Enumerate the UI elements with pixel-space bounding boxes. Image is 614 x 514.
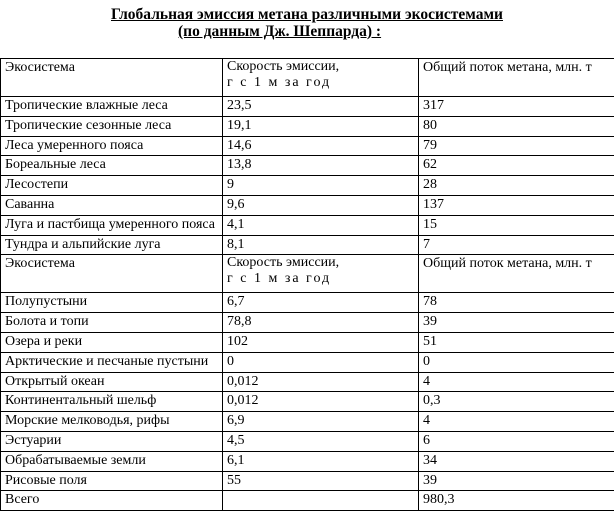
header-emission-rate-units: г с 1 м за год [227,75,332,90]
cell-emission-rate: 4,5 [223,431,419,451]
table-row [1,352,614,372]
cell-ecosystem: Арктические и песчаные пустыни [1,352,223,372]
table-row [1,392,614,412]
cell-total-flow: 137 [419,195,614,215]
cell-emission-rate: 9,6 [223,195,419,215]
header-total-flow: Общий поток метана, млн. т [419,255,614,293]
cell-emission-rate: 78,8 [223,313,419,333]
cell-emission-rate: 9 [223,176,419,196]
table-row [1,293,614,313]
cell-ecosystem: Озера и реки [1,332,223,352]
table-row [1,136,614,156]
cell-ecosystem: Луга и пастбища умеренного пояса [1,215,223,235]
total-flow: 980,3 [419,491,614,511]
cell-emission-rate: 6,9 [223,412,419,432]
cell-ecosystem: Тропические сезонные леса [1,116,223,136]
cell-emission-rate: 102 [223,332,419,352]
table-row [1,195,614,215]
cell-ecosystem: Открытый океан [1,372,223,392]
table-row [1,235,614,255]
cell-ecosystem: Лесостепи [1,176,223,196]
table-row [1,313,614,333]
header-ecosystem: Экосистема [1,255,223,293]
cell-emission-rate: 55 [223,471,419,491]
cell-ecosystem: Леса умеренного пояса [1,136,223,156]
cell-emission-rate: 14,6 [223,136,419,156]
cell-total-flow: 28 [419,176,614,196]
cell-emission-rate: 6,7 [223,293,419,313]
cell-ecosystem: Болота и топи [1,313,223,333]
cell-total-flow: 4 [419,412,614,432]
cell-ecosystem: Морские мелководья, рифы [1,412,223,432]
cell-ecosystem: Рисовые поля [1,471,223,491]
header-ecosystem: Экосистема [1,59,223,97]
cell-total-flow: 62 [419,156,614,176]
table-header-row-2 [1,255,614,293]
total-label: Всего [1,491,223,511]
emission-table [0,58,614,511]
header-total-flow: Общий поток метана, млн. т [419,59,614,97]
cell-emission-rate: 13,8 [223,156,419,176]
cell-total-flow: 6 [419,431,614,451]
table-row [1,412,614,432]
cell-emission-rate: 0,012 [223,372,419,392]
table-row [1,471,614,491]
cell-emission-rate: 4,1 [223,215,419,235]
cell-total-flow: 0,3 [419,392,614,412]
cell-ecosystem: Обрабатываемые земли [1,451,223,471]
table-row [1,97,614,117]
document-title: Глобальная эмиссия метана различными экосистемами [111,6,503,23]
cell-emission-rate: 6,1 [223,451,419,471]
cell-emission-rate: 23,5 [223,97,419,117]
cell-total-flow: 4 [419,372,614,392]
header-emission-rate-units: г с 1 м за год [227,271,332,287]
total-row [1,491,614,511]
cell-ecosystem: Тропические влажные леса [1,97,223,117]
table-row [1,451,614,471]
cell-emission-rate: 19,1 [223,116,419,136]
cell-total-flow: 39 [419,313,614,333]
cell-total-flow: 7 [419,235,614,255]
table-row [1,215,614,235]
table-row [1,116,614,136]
table-row [1,156,614,176]
cell-emission-rate: 0,012 [223,392,419,412]
header-emission-rate-line1: Скорость эмиссии, [227,255,340,271]
cell-total-flow: 34 [419,451,614,471]
cell-ecosystem: Тундра и альпийские луга [1,235,223,255]
header-emission-rate [223,255,419,293]
table-row [1,176,614,196]
cell-total-flow: 78 [419,293,614,313]
cell-ecosystem: Бореальные леса [1,156,223,176]
cell-total-flow: 39 [419,471,614,491]
cell-total-flow: 317 [419,97,614,117]
cell-ecosystem: Эстуарии [1,431,223,451]
cell-ecosystem: Саванна [1,195,223,215]
cell-ecosystem: Полупустыни [1,293,223,313]
cell-emission-rate: 0 [223,352,419,372]
cell-total-flow: 0 [419,352,614,372]
table-row [1,332,614,352]
header-emission-rate-line1: Скорость эмиссии, [227,59,340,74]
cell-total-flow: 15 [419,215,614,235]
table-header-row [1,59,614,97]
table-row [1,431,614,451]
table-row [1,372,614,392]
cell-emission-rate: 8,1 [223,235,419,255]
cell-total-flow: 79 [419,136,614,156]
cell-ecosystem: Континентальный шельф [1,392,223,412]
cell-total-flow: 80 [419,116,614,136]
cell-total-flow: 51 [419,332,614,352]
document-subtitle: (по данным Дж. Шеппарда) : [178,23,382,40]
header-emission-rate [223,59,419,97]
total-rate [223,491,419,511]
